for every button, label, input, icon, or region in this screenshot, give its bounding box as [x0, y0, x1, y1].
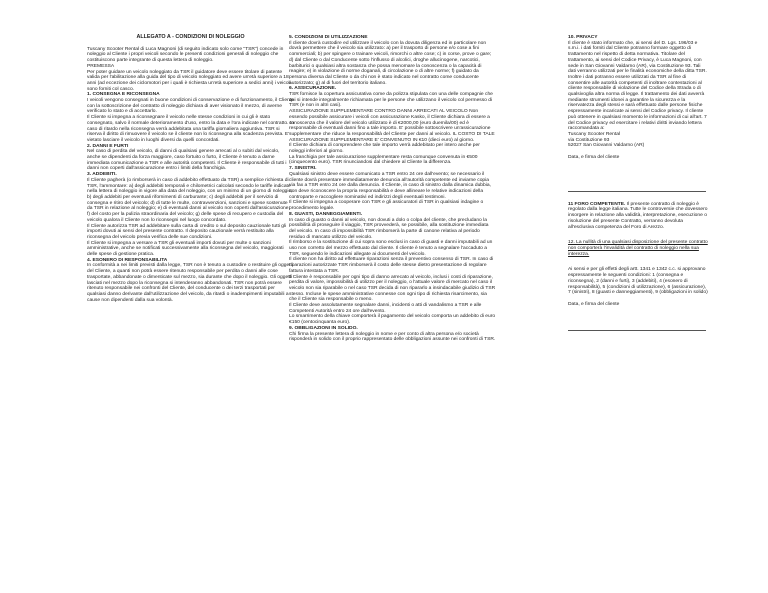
paragraph: Il cliente dovrà custodire ed utilizzare il veicolo con la dovuta diligenza ed in particolare non dovrà permettere che il veicolo sia utilizzato: a) per il trasporto di persone e/o cose a fini commerciali; b) per spingere o trainare veicoli, rimorchi o altre cose; c) in corse, prove o gare; d) dal Cliente o dal Conducente sotto l'influsso di alcolici, droghe allucinogene, narcotici, barbiturici o qualsiasi altra sostanza che possa menomare la conoscenza o la capacità di reagire; e) in violazione di norme doganali, di circolazione o di altre norme; f) guidato da persona diversa dal Cliente o da chi non è stato indicato nel contratto come conducente autorizzato; g) al di fuori del territorio italiano. [289, 40, 492, 86]
section-heading: 2. DANNI E FURTI [87, 143, 129, 149]
section-heading: 6. ASSICURAZIONE. [289, 86, 337, 92]
paragraph: Lo smarrimento della chiave comporterà il pagamento del veicolo comporta un addebito di euro €150 (centocinquanta euro). [289, 314, 496, 326]
paragraph: Il rimborso e la sostituzione di cui sopra sono esclusi in caso di guasti e danni imputabili ad un uso non corretto del mezzo effettuato dal cliente. Il cliente è tenuto a segnalare l'accaduto a TSR, seguendo le indicazioni allegate ai documenti del veicolo. [289, 240, 493, 257]
paragraph: Tuscany Scooter Rental di Luca Magnoni (di seguito indicato solo come "TSR") concede in noleggio al Cliente i propri veicoli secondo le presenti condizioni generali di noleggio che costituiscono parte integrante di questa lettera di noleggio. [87, 46, 284, 64]
privacy-heading: 10. PRIVACY [568, 35, 598, 40]
paragraph: I veicoli vengono consegnati in buone condizioni di conservazione e di funzionamento, il Cliente con la sottoscrizione del contratto di noleggio dichiara di aver visionato il mezzo, di averne verificato lo stato e di accettarlo. [87, 98, 294, 115]
paragraph: Il Cliente autorizza TSR ad addebitare sulla carta di credito o sul deposito cauzionale tutti gli importi dovuti ai sensi del presente contratto. Il deposito cauzionale verrà restituito alla riconsegna del veicolo previa verifica delle sue condizioni. [87, 223, 287, 240]
foro-text: Il presente contratto di noleggio è regolato dalla legge italiana. Tutte le controversie che dovessero insorgere in relazione alla validità, interpretazione, esecuzione o risoluzione del presente Contratto, verranno devoluta all'esclusiva competenza del Foro di Arezzo. [568, 201, 708, 230]
paragraph: Il Cliente pagherà (o rimborserà in caso di addebito effettuato da TSR) a semplice richiesta di TSR, l'ammontare: a) degli addebiti temporali e chilometrici calcolati secondo le tariffe indicate nella lettera di noleggio in vigore alla data del noleggio, con un minimo di un giorno di noleggio; b) degli addebiti per eventuali rifornimenti di carburante; c) degli addebiti per il servizio di consegna e ritiro del veicolo; d) di tutte le multe, contravvenzioni, sanzioni e spese sostenute da TSR in relazione al noleggio; e) di eventuali danni al veicolo non coperti dall'assicurazione; f) del costo per la pulizia straordinaria del veicolo; g) delle spese di recupero e custodia del veicolo qualora il Cliente non lo riconsegni nel luogo concordato. [87, 177, 293, 223]
column-middle [289, 35, 496, 343]
foro-heading: 11 FORO COMPETENTE. [568, 201, 626, 207]
approval-text: Ai sensi e per gli effetti degli artt. 1341 e 1342 c.c. si approvano espressamente le seguenti condizioni: 1 (consegna e riconsegna), 2 (danni e furti), 3 (addebiti), 4 (esonero di responsabilità), 5 (condizioni di utilizzazione), 6 (assicurazione), 7 (sinistri), 8 (guasti e danneggiamenti), 9 (obbligazioni in solido) [568, 267, 708, 296]
paragraph: Qualsiasi sinistro deve essere comunicato a TSR entro 24 ore dall'evento; se necessario il cliente dovrà presentare immediatamente denuncia all'autorità competente ed inviarne copia via fax a TSR entro 24 ore dalla denuncia. Il Cliente, in caso di sinistro dalla dinamica dubbia, non deve riconoscere la propria responsabilità e deve allineare le relative indicazioni della controparte e raccogliere nominativi ed indirizzi degli eventuali testimoni. [289, 171, 491, 200]
paragraph: PREMESSA [87, 63, 115, 69]
paragraph: Il Cliente è responsabile per ogni tipo di danno arrecato al veicolo, inclusi i costi di riparazione, perdita di valore, impossibilità di utilizzo per il noleggio, o l'attuale valore di mercato nel caso il veicolo non sia riparabile o nel caso TSR decida di non ripararlo a insindacabile giudizio di TSR stesso. Incluse le spese amministrative connesse con ogni tipo di richiesta risarcimento, sia che il Cliente sia responsabile o meno. [289, 274, 496, 303]
column-left [87, 35, 294, 303]
paragraph: In caso di guasto o danni al veicolo, non dovuti a dolo o colpa del cliente, che precludano la possibilità di proseguire il viaggio, TSR provvederà, se possibile, alla sostituzione immediata del veicolo. In caso di impossibilità TSR rimborserà la parte di canone relativa al periodo residuo di mancato utilizzo del veicolo. [289, 217, 489, 240]
address-line: Tuscany Scooter Rental [568, 131, 621, 137]
paragraph: La franchigia per tale assicurazione supplementare resta comunque convenuta in €500 (cinquecento euro). TSR rinunciandosi dal chiedere al Cliente la differenza. [289, 154, 478, 166]
address-line: via Costituzione 93 [568, 137, 610, 143]
signature-label: Data, e firma del cliente [568, 155, 620, 161]
section-heading: 3. ADDEBITI. [87, 172, 117, 178]
address-line: 52027 San Giovanni Valdarno (AR) [568, 143, 645, 149]
paragraph: TSR fornisce la copertura assicurativa come da polizza stipulata con una delle compagnie che qui si intende integralmente richiamata per le persone che utilizzano il veicolo col permesso di TSR (e non in altri casi). [289, 92, 493, 109]
paragraph: In conformità a nei limiti previsti dalla legge, TSR non è tenuto a custodire o restituire gli oggetti del Cliente, a quanti non potrà essere ritenuto responsabile per perdita o danni alle cose trasportate, abbandonate o dimenticate sul mezzo, sia durante che dopo il noleggio. Gli oggetti lasciati nel mezzo dopo la riconsegna si intenderanno abbandonati. TSR non potrà essere ritenuto responsabile nei confronti del Cliente, del conducente o dei terzi trasportati per qualsiasi danno derivante dall'utilizzazione del veicolo, da ritardi o inadempimenti imputabili a cause non dipendenti dalla sua volontà. [87, 263, 293, 303]
section-heading: 1. CONSEGNA E RICONSEGNA [87, 92, 160, 98]
section-heading: 9. OBBLIGAZIONI IN SOLIDO. [289, 325, 358, 331]
paragraph: Il cliente non ha diritto ad effettuare riparazioni senza il preventivo consenso di TSR. In caso di riparazioni autorizzate TSR rimborserà il costo delle stesse dietro presentazione di regolare fattura intestata a TSR. [289, 257, 494, 274]
paragraph: Il Cliente dichiara di comprendere che tale importo verrà addebitato per intero anche per noleggi inferiori al giorno. [289, 143, 480, 155]
paragraph: Il Cliente deve assolutamente segnalare danni, incidenti o atti di vandalismo a TSR e alle Competenti Autorità entro 24 ore dall'evento. [289, 303, 482, 314]
paragraph: ASSICURAZIONE SUPPLEMENTARE CONTRO DANNI ARRECATI AL VEICOLO Non essendo possibile assicurare i veicoli con assicurazione Kasko, il Cliente dichiara di essere a conoscenza che il valore del veicolo utilizzato è di €2000,00 (euro duemila/00) ed è responsabile di eventuali danni fino a tale importo. E' possibile sottoscrivere un'assicurazione supplementare che riduce la responsabilità del Cliente per danni al veicolo. IL COSTO DI TALE ASSICURAZIONE SUPPLEMENTARE E' CONVENUTO IN €10 (dieci euro) al giorno. [289, 109, 495, 143]
clause-12: 12. La nullità di una qualsiasi disposizione del presente contratto non comporterà l'invalidità del contratto di noleggio nella sua interezza. [568, 240, 708, 257]
conditions-list-middle [289, 35, 496, 343]
section-heading: 5. CONDIZIONI DI UTILIZZAZIONE [289, 35, 368, 40]
column-right [568, 35, 708, 341]
document-title: ALLEGATO A - CONDIZIONI DI NOLEGGIO [136, 34, 245, 40]
paragraph: Per poter guidare un veicolo noleggiato da TSR il guidatore deve essere titolare di patente valida per l'abilitazione alla guida del tipo di veicolo noleggiato ed avere un'età superiore a 18 anni (ad eccezione dei ciclomotori per i quali è richiesta un'età superiore a sedici anni) i veicoli sono forniti col casco. [87, 69, 291, 92]
signature-label: Data, e firma del cliente [568, 301, 620, 307]
paragraph: Nel caso di perdita del veicolo, di danni di qualsiasi genere arrecati al o subiti dal veicolo, anche se dipendenti da forza maggiore, caso fortuito o furto, il Cliente è tenuto a darne immediata comunicazione a TSR e alle autorità competenti. Il Cliente è responsabile di tutti i danni non coperti dall'assicurazione entro i limiti della franchigia. [87, 149, 287, 172]
signature-line[interactable] [568, 185, 706, 192]
paragraph: Il Cliente si impegna a versare a TSR gli eventuali importi dovuti per multe o sanzioni amministrative, anche se notificati successivamente alla riconsegna del veicolo, maggiorati delle spese di gestione pratica. [87, 240, 284, 258]
signature-line[interactable] [568, 324, 706, 331]
paragraph: Chi firma la presente lettera di noleggio in nome e per conto di altra persona e/o società risponderà in solido con il proprio rappresentato delle obbligazioni assunte nei confronti di TSR. [289, 331, 496, 343]
paragraph: Il Cliente si impegna a riconsegnare il veicolo nelle stesse condizioni in cui gli è stato consegnato, salvo il normale deterioramento d'uso, entro la data e l'ora indicate nel contratto. In caso di ritardo nella riconsegna verrà addebitata una tariffa giornaliera aggiuntiva. TSR si riserva il diritto di rimuovere il veicolo se il cliente non lo riconsegna alla scadenza prevista. E' vietato lasciare il veicolo in luoghi diversi da quelli concordati. [87, 115, 294, 143]
section-heading: 8. GUASTI, DANNEGGIAMENTI. [289, 211, 363, 217]
privacy-text: Il cliente è stato informato che, ai sensi del D. Lgs. 196/03 e s.m.i. i dati forniti dal Cliente potranno formare oggetto di trattamento nel rispetto di detta normativa. Titolare del trattamento, ai sensi del Codice Privacy, è Luca Magnoni, con sede in San Giovanni Valdarno (AR), via Costituzione 93. Tali dati verranno utilizzati per le finalità economiche della ditta TSR. Inoltre i dati potranno essere utilizzati da TSR al fine di consentire alle autorità competenti di inoltrare contestazioni al cliente responsabile di violazione del Codice della Strada o di qualsivoglia altra norma di legge. Il trattamento dei dati avverrà mediante strumenti idonei a garantire la sicurezza e la riservatezza degli stessi e sarà effettuato dalle persone fisiche espressamente incaricate ai sensi del Codice privacy. Il cliente può ottenere in qualsiasi momento le informazioni di cui all'art. 7 del Codice privacy ed esercitare i relativi diritti inviando lettera raccomandata a: [568, 40, 707, 132]
section-heading: 4. ESONERO DI RESPONSABILITA [87, 257, 168, 263]
section-heading: 7. SINISTRI. [289, 166, 317, 172]
paragraph: Il Cliente si impegna a cooperare con TSR e gli assicuratori di TSR in qualsiasi indagine o procedimento legale. [289, 200, 484, 212]
conditions-list-left [87, 47, 294, 304]
